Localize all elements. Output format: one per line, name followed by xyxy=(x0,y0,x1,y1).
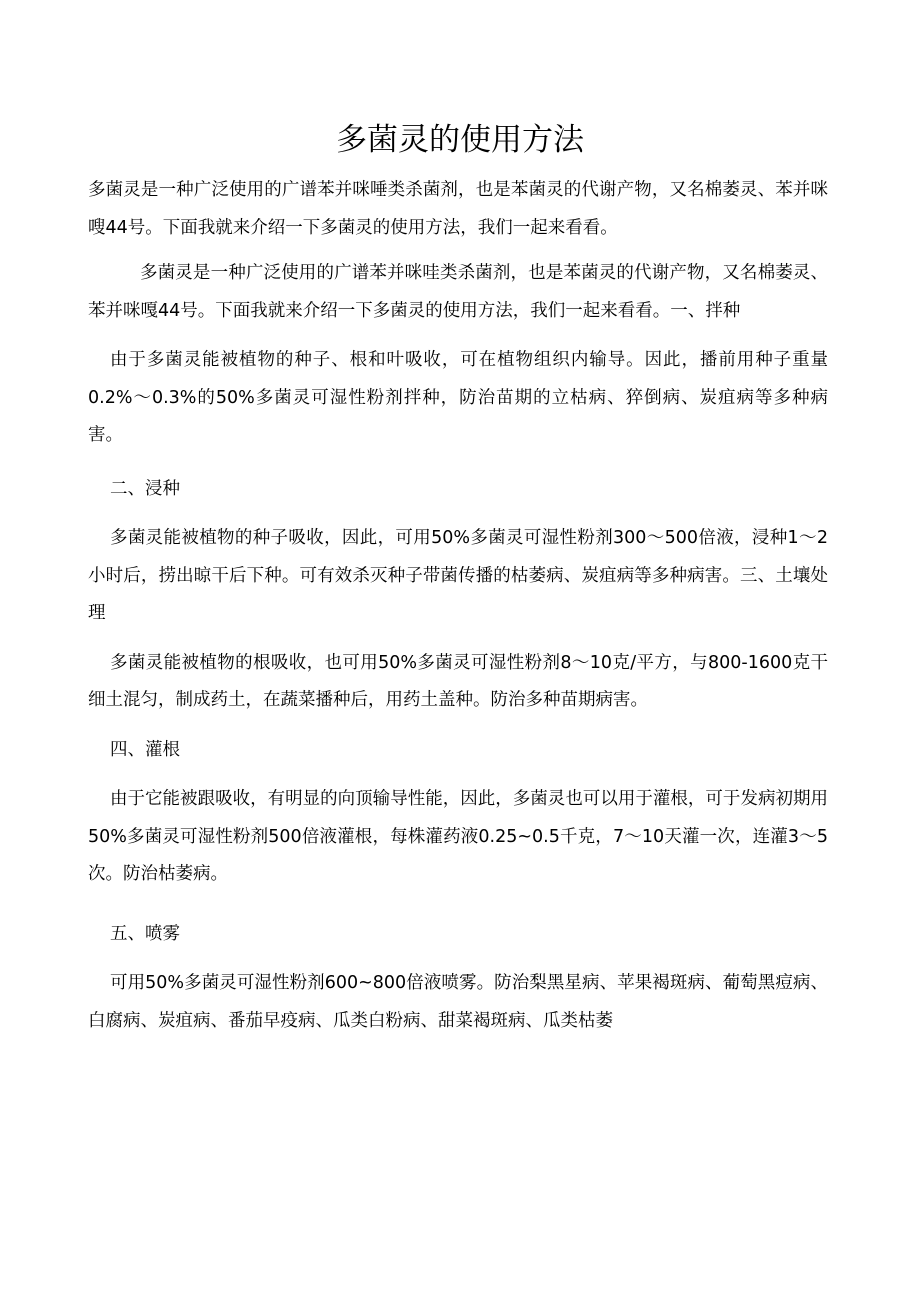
paragraph-seed-mixing-detail: 由于多菌灵能被植物的种子、根和叶吸收，可在植物组织内输导。因此，播前用种子重量0.2%～0.3%的50%多菌灵可湿性粉剂拌种，防治苗期的立枯病、猝倒病、炭疽病等多种病害。 xyxy=(88,350,828,445)
page-title: 多菌灵的使用方法 xyxy=(336,122,584,158)
paragraph-seed-soaking: 多菌灵能被植物的种子吸收，因此，可用50%多菌灵可湿性粉剂300～500倍液，浸种1～2小时后，捞出晾干后下种。可有效杀灭种子带菌传播的枯萎病、炭疽病等多种病害。三、土壤处理 xyxy=(88,528,828,623)
paragraph-spraying: 可用50%多菌灵可湿性粉剂600~800倍液喷雾。防治梨黑星病、苹果褐斑病、葡萄黑痘病、白腐病、炭疽病、番茄早疫病、瓜类白粉病、甜菜褐斑病、瓜类枯萎 xyxy=(88,973,828,1031)
intro-paragraph: 多菌灵是一种广泛使用的广谱苯并咪唾类杀菌剂，也是苯菌灵的代谢产物，又名棉萎灵、苯并咪嗖44号。下面我就来介绍一下多菌灵的使用方法，我们一起来看看。 xyxy=(88,180,828,238)
heading-root-irrigation: 四、灌根 xyxy=(110,739,180,760)
paragraph-seed-mixing: 多菌灵是一种广泛使用的广谱苯并咪哇类杀菌剂，也是苯菌灵的代谢产物，又名棉萎灵、苯并咪嘎44号。下面我就来介绍一下多菌灵的使用方法，我们一起来看看。一、拌种 xyxy=(88,263,828,321)
document-body xyxy=(88,172,828,1040)
paragraph-soil-treatment: 多菌灵能被植物的根吸收，也可用50%多菌灵可湿性粉剂8～10克/平方，与800-1600克干细土混匀，制成药土，在蔬菜播种后，用药土盖种。防治多种苗期病害。 xyxy=(88,652,828,710)
heading-seed-soaking: 二、浸种 xyxy=(110,478,180,499)
paragraph-root-irrigation: 由于它能被跟吸收，有明显的向顶输导性能，因此，多菌灵也可以用于灌根，可于发病初期用50%多菌灵可湿性粉剂500倍液灌根，每株灌药液0.25~0.5千克，7～10天灌一次，连灌3～5次。防治枯萎病。 xyxy=(88,789,828,884)
heading-spraying: 五、喷雾 xyxy=(110,923,180,944)
